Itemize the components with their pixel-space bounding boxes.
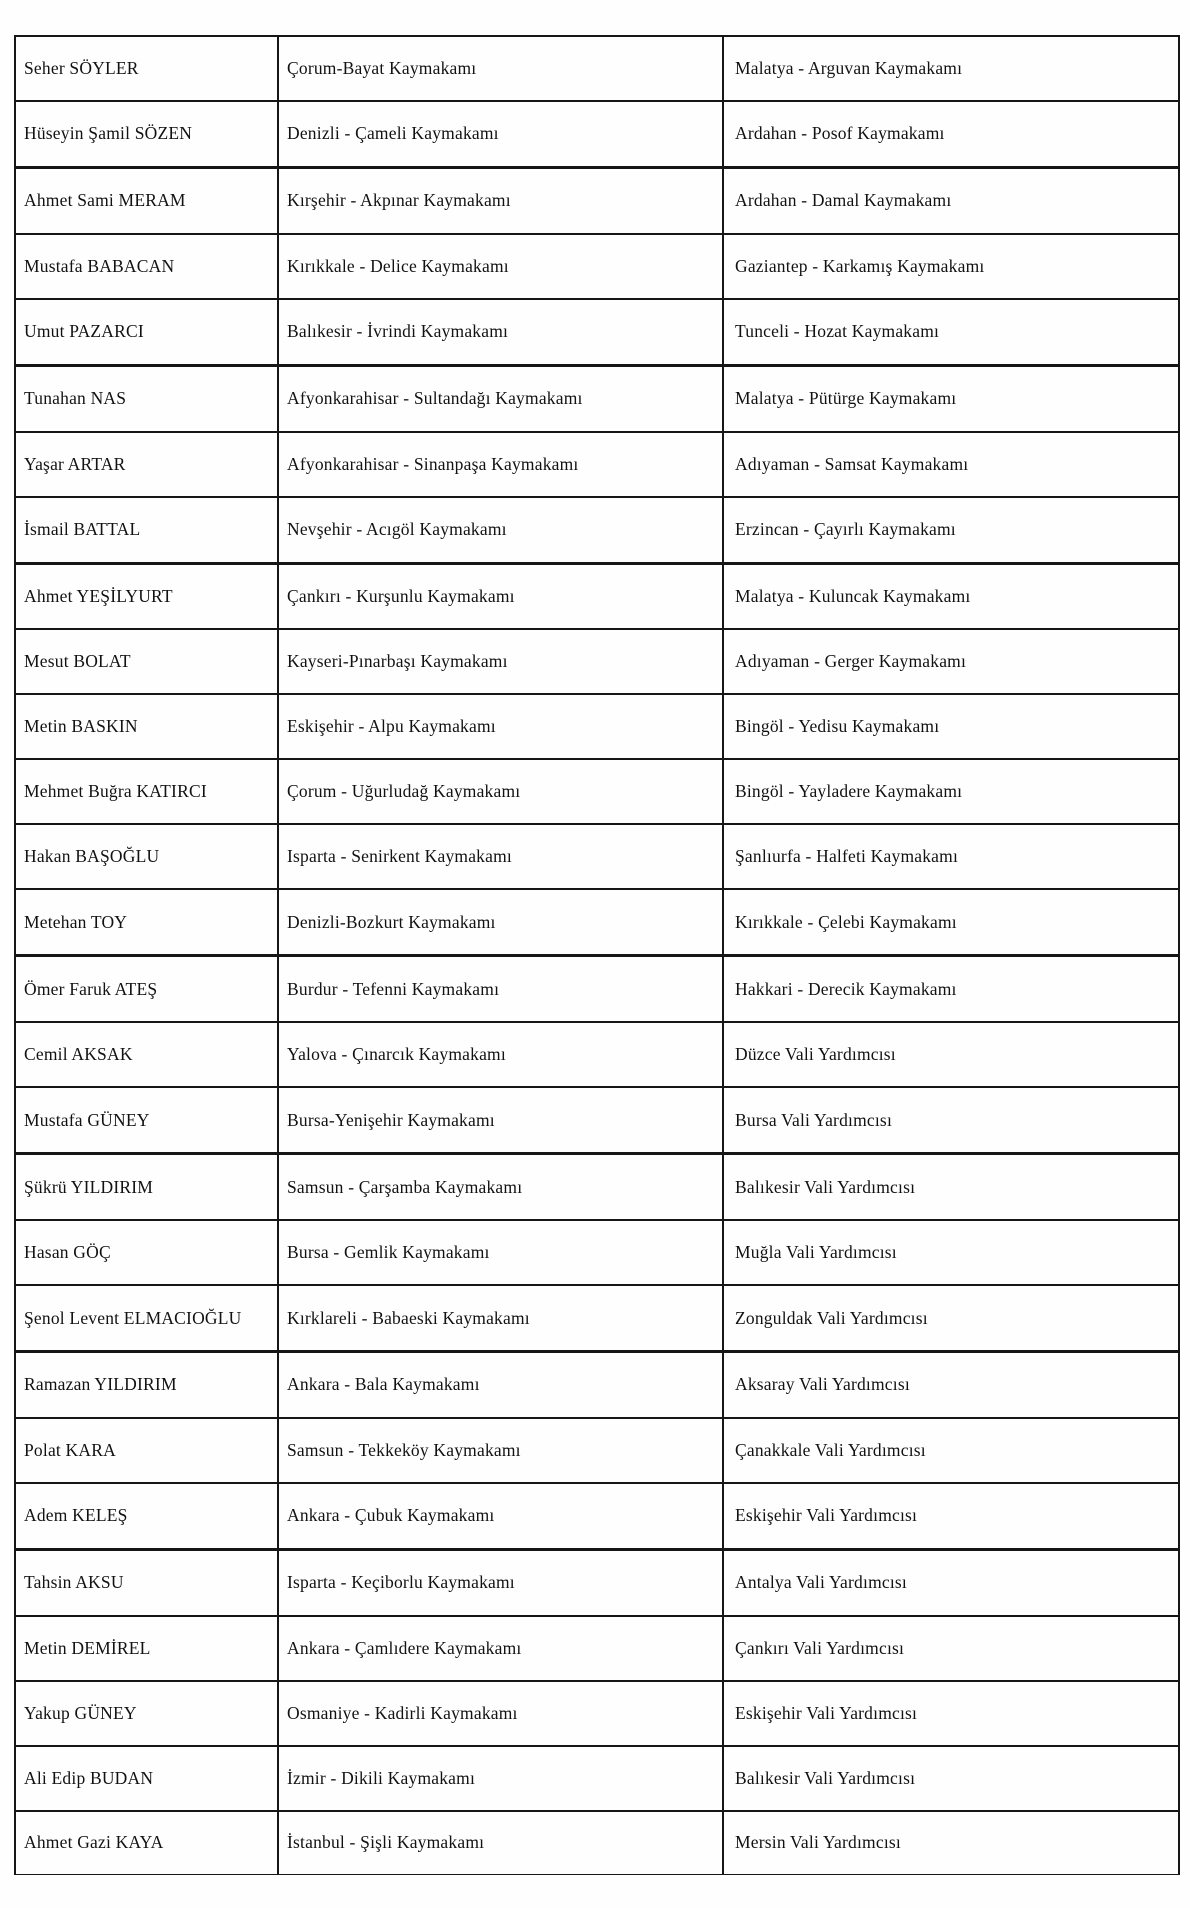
- cell-person-name: Ahmet Gazi KAYA: [15, 1811, 278, 1875]
- cell-current-position: Ankara - Çubuk Kaymakamı: [278, 1483, 723, 1549]
- cell-new-position: Eskişehir Vali Yardımcısı: [723, 1681, 1179, 1746]
- cell-new-position: Antalya Vali Yardımcısı: [723, 1549, 1179, 1615]
- table-row: [15, 759, 1179, 824]
- cell-person-name: Ali Edip BUDAN: [15, 1746, 278, 1811]
- cell-current-position: Samsun - Tekkeköy Kaymakamı: [278, 1418, 723, 1483]
- cell-new-position: Kırıkkale - Çelebi Kaymakamı: [723, 889, 1179, 955]
- cell-current-position: Bursa-Yenişehir Kaymakamı: [278, 1087, 723, 1153]
- table-row: [15, 101, 1179, 167]
- cell-new-position: Eskişehir Vali Yardımcısı: [723, 1483, 1179, 1549]
- cell-person-name: Ahmet YEŞİLYURT: [15, 563, 278, 629]
- appointments-table: [14, 35, 1180, 1875]
- cell-new-position: Malatya - Arguvan Kaymakamı: [723, 36, 1179, 101]
- cell-current-position: Denizli-Bozkurt Kaymakamı: [278, 889, 723, 955]
- cell-current-position: Çorum-Bayat Kaymakamı: [278, 36, 723, 101]
- table-row: [15, 1351, 1179, 1417]
- table-row: [15, 1549, 1179, 1615]
- cell-current-position: İzmir - Dikili Kaymakamı: [278, 1746, 723, 1811]
- cell-new-position: Şanlıurfa - Halfeti Kaymakamı: [723, 824, 1179, 889]
- cell-person-name: Şükrü YILDIRIM: [15, 1154, 278, 1220]
- table-row: [15, 694, 1179, 759]
- cell-person-name: Mesut BOLAT: [15, 629, 278, 694]
- cell-current-position: Osmaniye - Kadirli Kaymakamı: [278, 1681, 723, 1746]
- table-row: [15, 497, 1179, 563]
- cell-new-position: Aksaray Vali Yardımcısı: [723, 1351, 1179, 1417]
- cell-new-position: Çanakkale Vali Yardımcısı: [723, 1418, 1179, 1483]
- cell-person-name: Umut PAZARCI: [15, 299, 278, 365]
- table-row: [15, 365, 1179, 431]
- cell-person-name: Mustafa GÜNEY: [15, 1087, 278, 1153]
- table-row: [15, 1220, 1179, 1285]
- cell-current-position: Yalova - Çınarcık Kaymakamı: [278, 1022, 723, 1087]
- cell-person-name: Mehmet Buğra KATIRCI: [15, 759, 278, 824]
- cell-current-position: Isparta - Senirkent Kaymakamı: [278, 824, 723, 889]
- table-row: [15, 956, 1179, 1022]
- cell-new-position: Bingöl - Yayladere Kaymakamı: [723, 759, 1179, 824]
- cell-current-position: Çankırı - Kurşunlu Kaymakamı: [278, 563, 723, 629]
- cell-new-position: Zonguldak Vali Yardımcısı: [723, 1285, 1179, 1351]
- cell-person-name: Seher SÖYLER: [15, 36, 278, 101]
- cell-person-name: Cemil AKSAK: [15, 1022, 278, 1087]
- table-row: [15, 1616, 1179, 1681]
- cell-new-position: Bursa Vali Yardımcısı: [723, 1087, 1179, 1153]
- cell-new-position: Bingöl - Yedisu Kaymakamı: [723, 694, 1179, 759]
- cell-current-position: Bursa - Gemlik Kaymakamı: [278, 1220, 723, 1285]
- cell-current-position: Kırklareli - Babaeski Kaymakamı: [278, 1285, 723, 1351]
- cell-new-position: Malatya - Kuluncak Kaymakamı: [723, 563, 1179, 629]
- cell-current-position: İstanbul - Şişli Kaymakamı: [278, 1811, 723, 1875]
- cell-current-position: Ankara - Bala Kaymakamı: [278, 1351, 723, 1417]
- table-row: [15, 1746, 1179, 1811]
- cell-new-position: Balıkesir Vali Yardımcısı: [723, 1746, 1179, 1811]
- cell-person-name: Ramazan YILDIRIM: [15, 1351, 278, 1417]
- table-row: [15, 1418, 1179, 1483]
- cell-current-position: Afyonkarahisar - Sultandağı Kaymakamı: [278, 365, 723, 431]
- cell-new-position: Gaziantep - Karkamış Kaymakamı: [723, 234, 1179, 299]
- cell-person-name: Metehan TOY: [15, 889, 278, 955]
- cell-person-name: Ahmet Sami MERAM: [15, 167, 278, 233]
- cell-new-position: Çankırı Vali Yardımcısı: [723, 1616, 1179, 1681]
- cell-person-name: Tahsin AKSU: [15, 1549, 278, 1615]
- cell-current-position: Eskişehir - Alpu Kaymakamı: [278, 694, 723, 759]
- table-row: [15, 432, 1179, 497]
- cell-new-position: Adıyaman - Samsat Kaymakamı: [723, 432, 1179, 497]
- cell-person-name: Hüseyin Şamil SÖZEN: [15, 101, 278, 167]
- cell-new-position: Düzce Vali Yardımcısı: [723, 1022, 1179, 1087]
- cell-person-name: Metin DEMİREL: [15, 1616, 278, 1681]
- table-row: [15, 889, 1179, 955]
- cell-new-position: Muğla Vali Yardımcısı: [723, 1220, 1179, 1285]
- cell-person-name: Polat KARA: [15, 1418, 278, 1483]
- cell-person-name: İsmail BATTAL: [15, 497, 278, 563]
- table-row: [15, 167, 1179, 233]
- cell-person-name: Hasan GÖÇ: [15, 1220, 278, 1285]
- cell-new-position: Tunceli - Hozat Kaymakamı: [723, 299, 1179, 365]
- cell-current-position: Balıkesir - İvrindi Kaymakamı: [278, 299, 723, 365]
- table-row: [15, 234, 1179, 299]
- cell-current-position: Kayseri-Pınarbaşı Kaymakamı: [278, 629, 723, 694]
- cell-person-name: Yaşar ARTAR: [15, 432, 278, 497]
- table-row: [15, 1285, 1179, 1351]
- cell-current-position: Kırşehir - Akpınar Kaymakamı: [278, 167, 723, 233]
- table-row: [15, 1154, 1179, 1220]
- cell-current-position: Samsun - Çarşamba Kaymakamı: [278, 1154, 723, 1220]
- table-row: [15, 299, 1179, 365]
- table-row: [15, 824, 1179, 889]
- cell-new-position: Erzincan - Çayırlı Kaymakamı: [723, 497, 1179, 563]
- cell-new-position: Ardahan - Damal Kaymakamı: [723, 167, 1179, 233]
- cell-new-position: Mersin Vali Yardımcısı: [723, 1811, 1179, 1875]
- cell-new-position: Malatya - Pütürge Kaymakamı: [723, 365, 1179, 431]
- cell-current-position: Ankara - Çamlıdere Kaymakamı: [278, 1616, 723, 1681]
- cell-person-name: Mustafa BABACAN: [15, 234, 278, 299]
- cell-current-position: Isparta - Keçiborlu Kaymakamı: [278, 1549, 723, 1615]
- table-row: [15, 1681, 1179, 1746]
- cell-current-position: Afyonkarahisar - Sinanpaşa Kaymakamı: [278, 432, 723, 497]
- cell-current-position: Denizli - Çameli Kaymakamı: [278, 101, 723, 167]
- table-row: [15, 563, 1179, 629]
- cell-person-name: Ömer Faruk ATEŞ: [15, 956, 278, 1022]
- table-row: [15, 629, 1179, 694]
- table-row: [15, 36, 1179, 101]
- cell-person-name: Şenol Levent ELMACIOĞLU: [15, 1285, 278, 1351]
- cell-person-name: Yakup GÜNEY: [15, 1681, 278, 1746]
- table-row: [15, 1022, 1179, 1087]
- cell-person-name: Adem KELEŞ: [15, 1483, 278, 1549]
- cell-person-name: Metin BASKIN: [15, 694, 278, 759]
- cell-person-name: Hakan BAŞOĞLU: [15, 824, 278, 889]
- cell-new-position: Ardahan - Posof Kaymakamı: [723, 101, 1179, 167]
- table-row: [15, 1483, 1179, 1549]
- table-row: [15, 1811, 1179, 1875]
- cell-new-position: Adıyaman - Gerger Kaymakamı: [723, 629, 1179, 694]
- cell-person-name: Tunahan NAS: [15, 365, 278, 431]
- cell-current-position: Çorum - Uğurludağ Kaymakamı: [278, 759, 723, 824]
- cell-current-position: Burdur - Tefenni Kaymakamı: [278, 956, 723, 1022]
- cell-current-position: Nevşehir - Acıgöl Kaymakamı: [278, 497, 723, 563]
- cell-new-position: Hakkari - Derecik Kaymakamı: [723, 956, 1179, 1022]
- cell-current-position: Kırıkkale - Delice Kaymakamı: [278, 234, 723, 299]
- cell-new-position: Balıkesir Vali Yardımcısı: [723, 1154, 1179, 1220]
- table-row: [15, 1087, 1179, 1153]
